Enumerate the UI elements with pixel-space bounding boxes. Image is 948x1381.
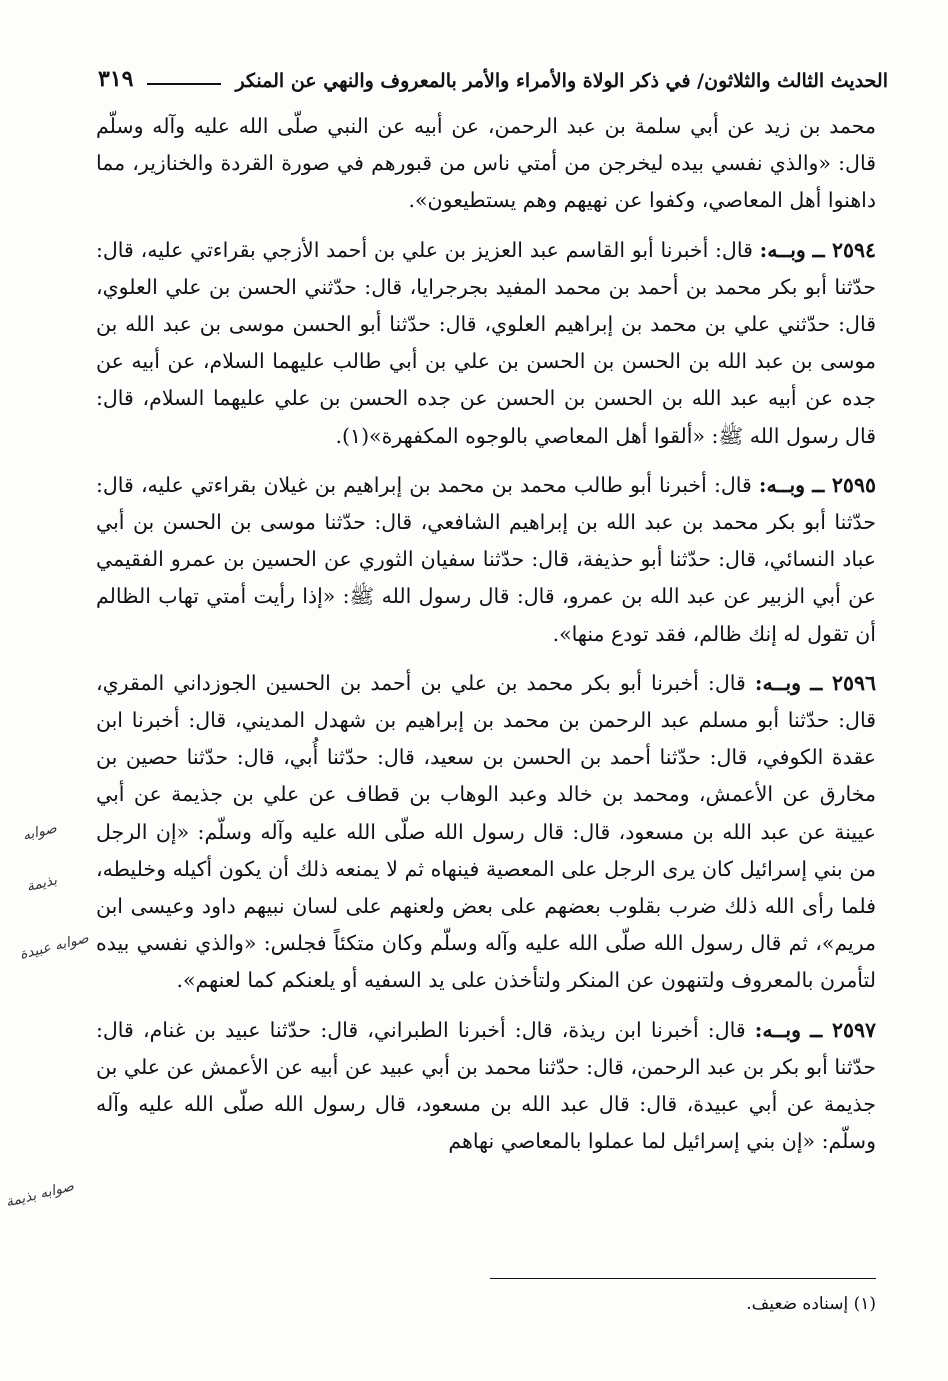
hadith-number: ٢٥٩٤ ــ xyxy=(812,237,876,262)
hadith-number: ٢٥٩٥ ــ xyxy=(812,472,876,497)
handwritten-margin-note: صوابه xyxy=(21,820,59,845)
paragraph-text: قال: أخبرنا ابن ريذة، قال: أخبرنا الطبراني، قال: حدّثنا عبيد بن غنام، قال: حدّثنا أبو بكر بن عبد الرحمن، قال: حدّثنا محمد بن أبي عبيد عن أبيه عن الأعمش عن علي بن جذيمة عن أبي عبيدة، قال: قال عبد الله بن مسعود، قال رسول الله صلّى الله عليه وآله وسلّم: «إن بني إسرائيل لما عملوا بالمعاصي نهاهم xyxy=(96,1017,876,1154)
paragraph xyxy=(96,1012,876,1161)
handwritten-margin-note: صوابه عبيدة xyxy=(18,930,91,963)
paragraph-text: قال: أخبرنا أبو القاسم عبد العزيز بن علي بن أحمد الأزجي بقراءتي عليه، قال: حدّثنا أبو بكر محمد بن أحمد بن محمد المفيد بجرجرايا، قال: حدّثني الحسن بن علي العلوي، قال: حدّثني علي بن محمد بن إبراهيم العلوي، قال: حدّثنا أبو الحسن موسى بن عبد الله بن موسى بن عبد الله بن الحسن بن الحسن بن علي بن أبي طالب عليهما السلام، عن أبيه عن جده عن أبيه عبد الله بن الحسن بن الحسن عن جده الحسن بن علي عليهما السلام، قال: قال رسول الله ﷺ: «ألقوا أهل المعاصي بالوجوه المكفهرة»(١). xyxy=(96,237,876,448)
paragraph-text: محمد بن زيد عن أبي سلمة بن عبد الرحمن، عن أبيه عن النبي صلّى الله عليه وآله وسلّم قال: «والذي نفسي بيده ليخرجن من أمتي ناس من قبورهم في صورة القردة والخنازير، مما داهنوا أهل المعاصي، وكفوا عن نهيهم وهم يستطيعون». xyxy=(96,114,876,213)
chain-marker: وبــه: xyxy=(754,670,802,695)
handwritten-margin-note: بذيمة xyxy=(24,872,59,896)
paragraph xyxy=(96,467,876,653)
chain-marker: وبــه: xyxy=(754,1017,801,1042)
header-title: الحديث الثالث والثلاثون/ في ذكر الولاة والأمراء والأمر بالمعروف والنهي عن المنكر xyxy=(235,70,888,92)
footnote: (١) إسناده ضعيف. xyxy=(746,1294,876,1314)
paragraph xyxy=(96,108,876,220)
paragraph xyxy=(96,665,876,1000)
paragraph-text: قال: أخبرنا أبو طالب محمد بن محمد بن إبراهيم بن غيلان بقراءتي عليه، قال: حدّثنا أبو بكر محمد بن عبد الله بن إبراهيم الشافعي، قال: حدّثنا موسى بن الحسن بن أبي عباد النسائي، قال: حدّثنا أبو حذيفة، قال: حدّثنا سفيان الثوري عن الحسين بن عمرو الفقيمي عن أبي الزبير عن عبد الله بن عمرو، قال: قال رسول الله ﷺ: «إذا رأيت أمتي تهاب الظالم أن تقول له إنك ظالم، فقد تودع منها». xyxy=(96,472,876,646)
paragraph-text: قال: أخبرنا أبو بكر محمد بن علي بن أحمد بن الحسين الجوزداني المقري، قال: حدّثنا أبو مسلم عبد الرحمن بن محمد بن إبراهيم بن شهدل المديني، قال: أخبرنا ابن عقدة الكوفي، قال: حدّثنا أحمد بن الحسن بن سعيد، قال: حدّثنا أُبي، قال: حدّثنا حصين بن مخارق عن الأعمش، ومحمد بن خالد وعبد الوهاب بن قطاف عن علي بن جذيمة عن أبي عيينة عن عبد الله بن مسعود، قال: قال رسول الله صلّى الله عليه وآله وسلّم: «إن الرجل من بني إسرائيل كان يرى الرجل على المعصية فينهاه ثم لا يمنعه ذلك أن يكون أكيله وخليطه، فلما رأى الله ذلك ضرب بقلوب بعضهم على بعض ولعنهم على لسان نبيهم داود وعيسى ابن مريم»، ثم قال رسول الله صلّى الله عليه وآله وسلّم وكان متكئاً فجلس: «والذي نفسي بيده لتأمرن بالمعروف ولتنهون عن المنكر ولتأخذن على يد السفيه أو يلعنكم كما لعنهم». xyxy=(96,670,876,993)
page-number: ٣١٩ xyxy=(98,66,134,92)
hadith-number: ٢٥٩٧ ــ xyxy=(810,1017,876,1042)
hadith-number: ٢٥٩٦ ــ xyxy=(810,670,876,695)
paragraph xyxy=(96,232,876,455)
footnote-divider xyxy=(490,1278,876,1279)
running-header xyxy=(98,48,888,92)
header-rule xyxy=(147,83,221,85)
chain-marker: وبــه: xyxy=(758,472,806,497)
handwritten-margin-note: صوابه بذيمة xyxy=(4,1178,76,1211)
chain-marker: وبــه: xyxy=(759,237,806,262)
main-text xyxy=(96,108,876,1172)
